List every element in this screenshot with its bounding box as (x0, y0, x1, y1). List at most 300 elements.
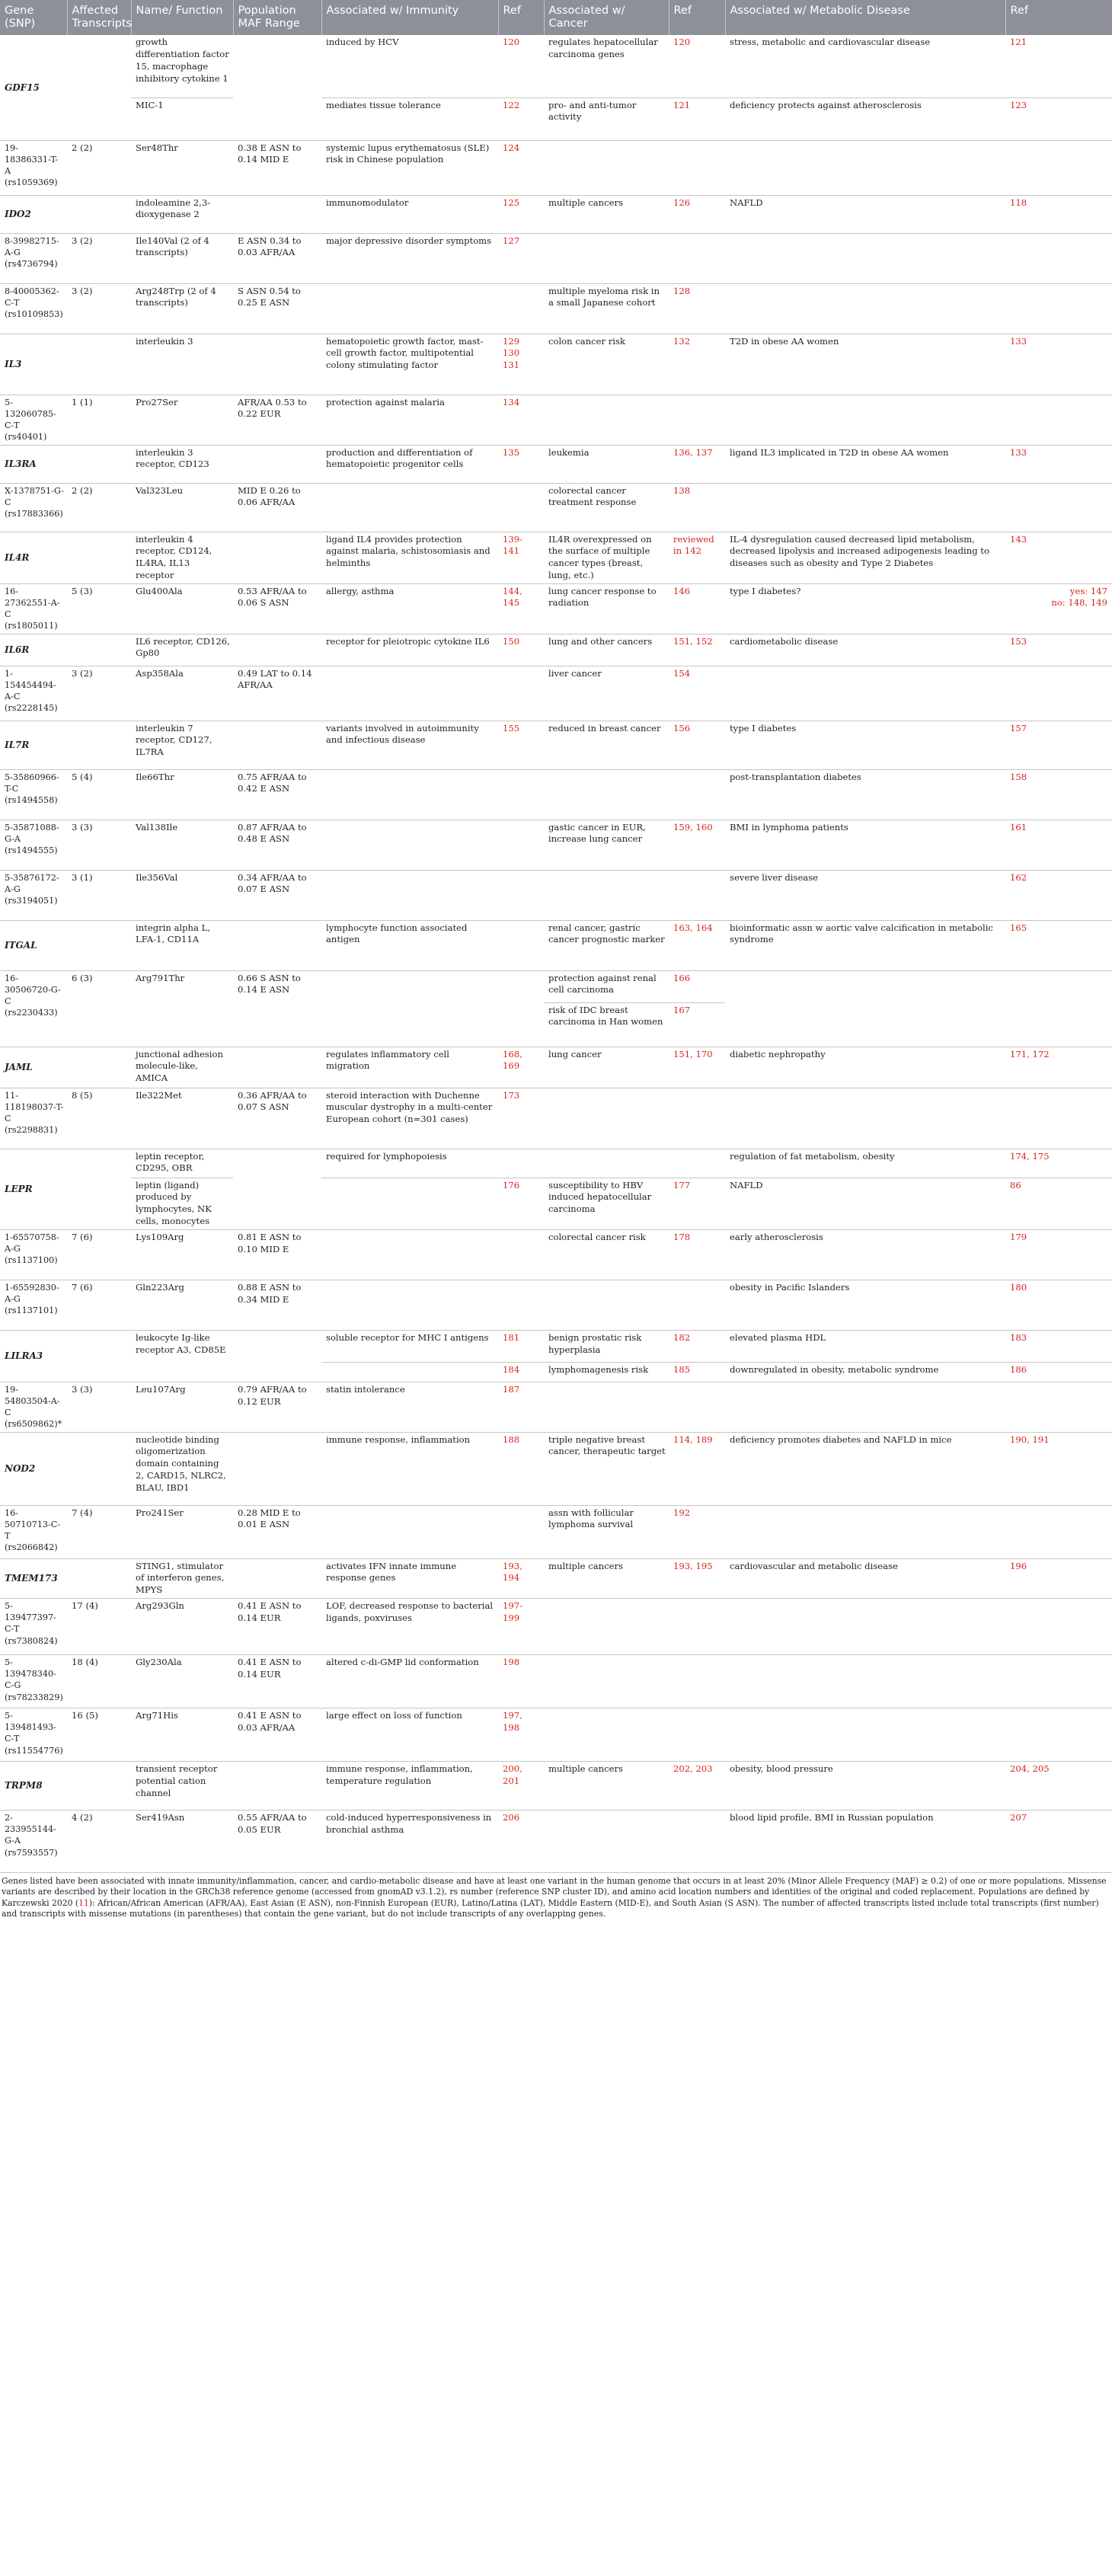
ref-cell[interactable] (498, 1708, 544, 1762)
table-cell (321, 334, 498, 395)
ref-cell (669, 870, 725, 920)
table-cell (131, 1382, 233, 1432)
cell-text: 120 (673, 37, 691, 48)
cell-text: deficiency promotes diabetes and NAFLD in mice (730, 1433, 952, 1445)
cell-text: altered c-di-GMP lid conformation (326, 1657, 479, 1668)
table-cell (131, 1330, 233, 1382)
table-cell (67, 1229, 131, 1280)
cell-text: receptor for pleiotropic cytokine IL6 (326, 635, 490, 647)
ref-cell (669, 1088, 725, 1149)
cell-text: regulates inflammatory cell migration (326, 1048, 449, 1072)
cell-text: NAFLD (730, 1179, 763, 1191)
ref-cell[interactable] (498, 233, 544, 283)
cell-text: interleukin 3 (136, 335, 193, 347)
cell-text: 199 (503, 1612, 520, 1623)
ref-cell[interactable] (498, 1382, 544, 1432)
table-cell (233, 769, 321, 820)
cell-text: 202, 203 (673, 1763, 713, 1775)
table-cell (321, 283, 498, 334)
table-cell (321, 769, 498, 820)
table-cell (67, 970, 131, 1047)
cell-text: 131 (503, 360, 520, 371)
cell-text: immunomodulator (326, 197, 409, 208)
ref-cell[interactable] (1005, 1330, 1112, 1362)
cell-text: junctional adhesion molecule-like, AMICA (136, 1048, 223, 1084)
cell-text: 128 (673, 285, 691, 296)
table-cell (544, 140, 669, 195)
ref-cell[interactable] (669, 445, 725, 483)
table-cell (725, 1088, 1005, 1149)
table-cell (131, 634, 233, 666)
ref-cell[interactable] (669, 334, 725, 395)
ref-cell[interactable] (498, 583, 544, 634)
cell-text: 174, 175 (1010, 1150, 1050, 1162)
cell-text: 2 (2) (72, 484, 93, 496)
ref-cell[interactable] (498, 1762, 544, 1811)
ref-cell[interactable] (498, 1558, 544, 1598)
table-cell (725, 1655, 1005, 1708)
table-row (0, 1047, 1112, 1088)
cell-text: 2 (2) (72, 142, 93, 153)
table-cell (725, 970, 1005, 1047)
table-cell (321, 1229, 498, 1280)
table-cell (67, 233, 131, 283)
cell-text: 196 (1010, 1560, 1027, 1571)
table-cell (131, 97, 233, 140)
ref-cell[interactable] (669, 721, 725, 769)
cell-text: X-1378751-G-C (rs17883366) (5, 485, 64, 519)
ref-cell[interactable] (498, 195, 544, 233)
ref-cell[interactable] (669, 97, 725, 140)
cell-text: Leu107Arg (136, 1383, 186, 1395)
table-cell (0, 1229, 67, 1280)
ref-cell[interactable] (498, 634, 544, 666)
ref-cell[interactable] (498, 532, 544, 583)
cell-text: 183 (1010, 1331, 1027, 1343)
cell-text: S ASN 0.54 to 0.25 E ASN (238, 285, 301, 308)
ref-cell[interactable] (1005, 445, 1112, 483)
cell-text: 138 (673, 484, 691, 496)
table-cell (321, 1708, 498, 1762)
cell-text: Ile66Thr (136, 771, 174, 782)
table-cell (321, 583, 498, 634)
table-cell (321, 1330, 498, 1362)
table-cell (725, 532, 1005, 583)
ref-cell[interactable] (1005, 820, 1112, 870)
table-cell (725, 140, 1005, 195)
table-cell (233, 35, 321, 140)
ref-cell[interactable] (1005, 870, 1112, 920)
cell-text: NAFLD (730, 197, 763, 208)
ref-cell[interactable] (498, 1655, 544, 1708)
cell-text: 19-54803504-A-C (rs6509862)* (5, 1384, 62, 1430)
cell-text: IL3 (5, 359, 22, 370)
ref-cell[interactable] (1005, 721, 1112, 769)
cell-text: integrin alpha L, LFA-1, CD11A (136, 922, 211, 945)
ref-cell[interactable] (498, 1088, 544, 1149)
ref-cell[interactable] (669, 1047, 725, 1088)
ref-cell[interactable] (1005, 1362, 1112, 1382)
ref-cell[interactable] (669, 583, 725, 634)
ref-cell[interactable] (498, 1599, 544, 1655)
cell-text: risk of IDC breast carcinoma in Han women (548, 1004, 663, 1028)
table-cell (544, 1280, 669, 1330)
table-row (0, 1599, 1112, 1655)
cell-text: 3 (2) (72, 667, 93, 679)
ref-cell[interactable] (498, 1811, 544, 1873)
ref-cell (669, 1599, 725, 1655)
table-cell (725, 283, 1005, 334)
table-cell (67, 1505, 131, 1558)
cell-text: allergy, asthma (326, 585, 395, 596)
ref-cell[interactable] (498, 1178, 544, 1229)
ref-cell[interactable] (1005, 769, 1112, 820)
ref-cell[interactable] (1005, 35, 1112, 97)
cell-text: MIC-1 (136, 99, 164, 110)
cell-text: Asp358Ala (136, 667, 184, 679)
table-cell (131, 395, 233, 445)
cell-text: 161 (1010, 821, 1027, 833)
cell-text: 1-65570758-A-G (rs1137100) (5, 1232, 59, 1266)
ref-cell[interactable] (498, 140, 544, 195)
table-cell (233, 1280, 321, 1330)
table-cell (67, 820, 131, 870)
cell-text: 129 (503, 335, 520, 347)
cell-text: 176 (503, 1179, 520, 1191)
gene-name-cell (0, 1330, 67, 1382)
cell-text: 1-154454494-A-C (rs2228145) (5, 668, 58, 714)
cell-text: nucleotide binding oligomerization domain containing 2, CARD15, NLRC2, BLAU, IBD1 (136, 1433, 226, 1493)
ref-cell (669, 140, 725, 195)
table-cell (544, 395, 669, 445)
table-cell (67, 1088, 131, 1149)
cell-text: 194 (503, 1572, 520, 1584)
ref-cell (669, 1280, 725, 1330)
ref-cell[interactable] (498, 1330, 544, 1362)
table-row (0, 583, 1112, 634)
cell-text: 167 (673, 1004, 691, 1015)
table-cell (131, 483, 233, 532)
cell-text: steroid interaction with Duchenne muscular dystrophy in a multi-center European cohort (n=301 cases) (326, 1089, 493, 1125)
ref-cell (669, 1149, 725, 1178)
ref-cell[interactable] (669, 283, 725, 334)
ref-cell[interactable] (1005, 97, 1112, 140)
cell-text: 125 (503, 197, 520, 208)
table-cell (321, 140, 498, 195)
table-cell (67, 1762, 131, 1811)
cell-text: liver cancer (548, 667, 602, 679)
cell-text: no: 148, 149 (1051, 597, 1107, 609)
ref-cell[interactable] (669, 35, 725, 97)
ref-cell[interactable] (669, 1362, 725, 1382)
cell-text: statin intolerance (326, 1383, 405, 1395)
table-cell (725, 1762, 1005, 1811)
ref-cell[interactable] (669, 1762, 725, 1811)
ref-cell[interactable] (1005, 1047, 1112, 1088)
cell-text: lymphocyte function associated antigen (326, 922, 468, 945)
ref-cell[interactable] (1005, 195, 1112, 233)
gene-name-cell (0, 532, 67, 583)
table-cell (131, 1599, 233, 1655)
ref-cell[interactable] (669, 920, 725, 970)
table-cell (544, 35, 669, 97)
table-cell (67, 195, 131, 233)
cell-text: 7 (6) (72, 1281, 93, 1293)
cell-text: 144, (503, 585, 522, 596)
table-cell (0, 233, 67, 283)
table-cell (131, 1558, 233, 1598)
table-row (0, 97, 1112, 140)
table-row (0, 233, 1112, 283)
table-cell (725, 666, 1005, 721)
gene-name-cell (0, 35, 67, 140)
col-header-name-function: Name/ Function (131, 0, 233, 35)
table-cell (544, 233, 669, 283)
gene-name-cell (0, 334, 67, 395)
gene-name-cell (0, 721, 67, 769)
ref-cell[interactable] (498, 1047, 544, 1088)
ref-cell[interactable] (669, 1330, 725, 1362)
table-cell (725, 1811, 1005, 1873)
table-cell (321, 1280, 498, 1330)
cell-text: 158 (1010, 771, 1027, 782)
cell-text: IL3RA (5, 459, 37, 469)
table-cell (725, 1558, 1005, 1598)
table-cell (233, 820, 321, 870)
table-cell (67, 483, 131, 532)
table-cell (321, 1505, 498, 1558)
table-cell (725, 445, 1005, 483)
ref-cell (498, 666, 544, 721)
cell-text: cold-induced hyperresponsiveness in bronchial asthma (326, 1812, 492, 1835)
table-cell (321, 666, 498, 721)
cell-text: 151, 170 (673, 1048, 713, 1059)
ref-cell[interactable] (498, 1432, 544, 1505)
cell-text: 179 (1010, 1231, 1027, 1242)
table-cell (544, 1558, 669, 1598)
table-row (0, 283, 1112, 334)
ref-cell[interactable] (669, 483, 725, 532)
table-cell (131, 233, 233, 283)
footnote-citation-link[interactable]: 11 (78, 1897, 89, 1908)
cell-text: 0.34 AFR/AA to 0.07 E ASN (238, 871, 307, 895)
cell-text: 155 (503, 722, 520, 733)
ref-cell[interactable] (1005, 583, 1112, 634)
cell-text: 133 (1010, 335, 1027, 347)
cell-text: 16 (5) (72, 1710, 98, 1721)
table-cell (725, 97, 1005, 140)
ref-cell[interactable] (498, 334, 544, 395)
gene-name-cell (0, 634, 67, 666)
table-cell (131, 820, 233, 870)
ref-cell[interactable] (669, 1558, 725, 1598)
table-cell (67, 721, 131, 769)
table-cell (321, 35, 498, 97)
table-cell (67, 1811, 131, 1873)
ref-cell[interactable] (669, 195, 725, 233)
ref-cell[interactable] (1005, 1811, 1112, 1873)
table-cell (131, 1432, 233, 1505)
cell-text: 180 (1010, 1281, 1027, 1293)
cell-text: 7 (4) (72, 1507, 93, 1518)
table-cell (321, 1149, 498, 1178)
table-cell (67, 395, 131, 445)
table-cell (0, 140, 67, 195)
ref-cell (498, 1280, 544, 1330)
table-cell (0, 1088, 67, 1149)
ref-cell[interactable] (669, 634, 725, 666)
ref-cell[interactable] (669, 1002, 725, 1047)
cell-text: 163, 164 (673, 922, 713, 933)
table-cell (725, 233, 1005, 283)
table-cell (725, 1280, 1005, 1330)
gene-name-cell (0, 920, 67, 970)
cell-text: 0.66 S ASN to 0.14 E ASN (238, 972, 301, 996)
cell-text: 192 (673, 1507, 691, 1518)
cell-text: 132 (673, 335, 691, 347)
cell-text: hematopoietic growth factor, mast-cell growth factor, multipotential colony stimulating factor (326, 335, 484, 371)
ref-cell (1005, 483, 1112, 532)
ref-cell[interactable] (669, 1229, 725, 1280)
ref-cell[interactable] (1005, 1149, 1112, 1178)
cell-text: leptin (ligand) produced by lymphocytes, NK cells, monocytes (136, 1179, 212, 1227)
table-row (0, 1811, 1112, 1873)
cell-text: 11-118198037-T-C (rs2298831) (5, 1090, 64, 1136)
table-cell (544, 1432, 669, 1505)
ref-cell[interactable] (1005, 634, 1112, 666)
table-row (0, 483, 1112, 532)
ref-cell[interactable] (498, 721, 544, 769)
cell-text: ligand IL3 implicated in T2D in obese AA women (730, 446, 949, 458)
table-cell (131, 334, 233, 395)
table-cell (544, 920, 669, 970)
cell-text: Arg791Thr (136, 972, 185, 983)
table-cell (131, 532, 233, 583)
cell-text: 5-139478340-C-G (rs78233829) (5, 1657, 63, 1702)
cell-text: mediates tissue tolerance (326, 99, 441, 110)
ref-cell[interactable] (669, 970, 725, 1002)
ref-cell[interactable] (669, 1178, 725, 1229)
cell-text: Gln223Arg (136, 1281, 184, 1293)
cell-text: systemic lupus erythematosus (SLE) risk in Chinese population (326, 142, 490, 165)
cell-text: Arg293Gln (136, 1600, 184, 1612)
table-cell (0, 283, 67, 334)
table-cell (67, 1558, 131, 1598)
ref-cell (1005, 1655, 1112, 1708)
cell-text: 186 (1010, 1363, 1027, 1375)
ref-cell[interactable] (669, 1505, 725, 1558)
cell-text: 5-139477397-C-T (rs7380824) (5, 1601, 58, 1646)
ref-cell[interactable] (1005, 532, 1112, 583)
cell-text: IL6 receptor, CD126, Gp80 (136, 635, 230, 659)
ref-cell[interactable] (669, 666, 725, 721)
ref-cell[interactable] (1005, 334, 1112, 395)
table-cell (67, 1655, 131, 1708)
table-cell (321, 483, 498, 532)
table-cell (725, 634, 1005, 666)
cell-text: benign prostatic risk hyperplasia (548, 1331, 642, 1355)
table-cell (233, 233, 321, 283)
ref-cell[interactable] (669, 820, 725, 870)
cell-text: TMEM173 (5, 1573, 58, 1584)
cell-text: lung cancer response to radiation (548, 585, 657, 609)
ref-cell[interactable] (669, 532, 725, 583)
cell-text: 121 (1010, 37, 1027, 48)
table-cell (233, 395, 321, 445)
ref-cell[interactable] (1005, 1762, 1112, 1811)
ref-cell (498, 920, 544, 970)
ref-cell[interactable] (1005, 1178, 1112, 1229)
cell-text: 7 (6) (72, 1231, 93, 1242)
ref-cell[interactable] (498, 35, 544, 97)
ref-cell[interactable] (1005, 1432, 1112, 1505)
cell-text: 171, 172 (1010, 1048, 1050, 1059)
table-cell (725, 395, 1005, 445)
table-cell (544, 820, 669, 870)
table-cell (131, 35, 233, 97)
table-row (0, 970, 1112, 1002)
ref-cell[interactable] (1005, 920, 1112, 970)
table-cell (321, 395, 498, 445)
cell-text: indoleamine 2,3-dioxygenase 2 (136, 197, 211, 220)
table-cell (321, 870, 498, 920)
ref-cell[interactable] (669, 1432, 725, 1505)
ref-cell[interactable] (1005, 1280, 1112, 1330)
ref-cell[interactable] (498, 1362, 544, 1382)
cell-text: BMI in lymphoma patients (730, 821, 848, 833)
cell-text: 200, (503, 1763, 522, 1775)
cell-text: growth differentiation factor 15, macrophage inhibitory cytokine 1 (136, 37, 229, 84)
table-cell (544, 483, 669, 532)
table-cell (233, 1382, 321, 1432)
ref-cell[interactable] (1005, 1558, 1112, 1598)
table-cell (321, 1811, 498, 1873)
table-cell (321, 920, 498, 970)
table-row (0, 532, 1112, 583)
cell-text: 0.75 AFR/AA to 0.42 E ASN (238, 771, 307, 794)
cell-text: yes: 147 (1069, 585, 1107, 596)
cell-text: 156 (673, 722, 691, 733)
table-cell (544, 721, 669, 769)
table-cell (725, 721, 1005, 769)
table-row (0, 1558, 1112, 1598)
table-cell (725, 483, 1005, 532)
table-row (0, 920, 1112, 970)
table-cell (0, 1811, 67, 1873)
table-body (0, 35, 1112, 1872)
ref-cell (1005, 140, 1112, 195)
table-cell (233, 1432, 321, 1505)
ref-cell (1005, 970, 1112, 1047)
cell-text: cardiovascular and metabolic disease (730, 1560, 898, 1571)
table-cell (321, 1432, 498, 1505)
table-cell (233, 195, 321, 233)
cell-text: immune response, inflammation, temperature regulation (326, 1763, 473, 1786)
cell-text: 0.88 E ASN to 0.34 MID E (238, 1281, 302, 1305)
table-cell (725, 1382, 1005, 1432)
col-header-immunity-ref: Ref (498, 0, 544, 35)
ref-cell (1005, 233, 1112, 283)
table-cell (544, 666, 669, 721)
ref-cell[interactable] (498, 395, 544, 445)
table-cell (725, 820, 1005, 870)
ref-cell[interactable] (1005, 1229, 1112, 1280)
ref-cell[interactable] (498, 97, 544, 140)
cell-text: production and differentiation of hematopoietic progenitor cells (326, 446, 473, 470)
ref-cell[interactable] (498, 445, 544, 483)
cell-text: lung cancer (548, 1048, 602, 1059)
table-row (0, 820, 1112, 870)
